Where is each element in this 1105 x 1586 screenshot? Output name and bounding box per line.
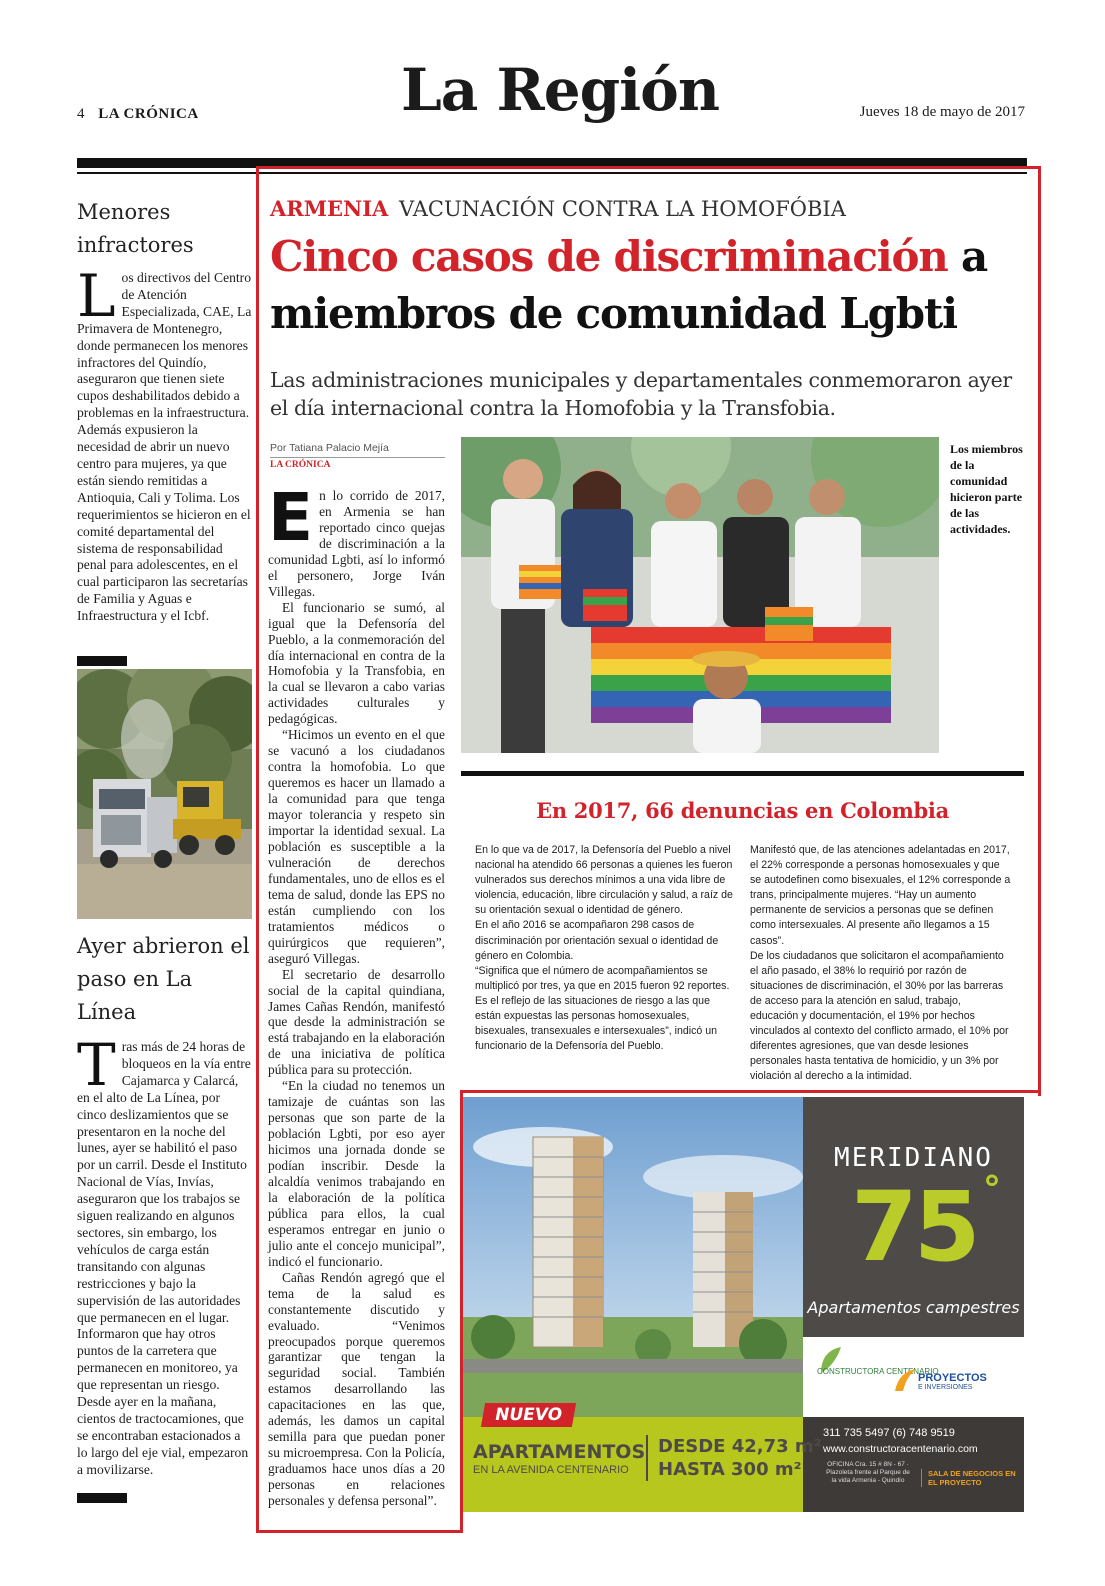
lgbti-event-photo [461, 437, 939, 753]
story-menores-title: Menores infractores [77, 200, 194, 257]
sidebar-column-2 [750, 843, 1012, 1085]
ad-size-to: HASTA 300 m² [658, 1459, 802, 1480]
page-folio [77, 104, 199, 123]
ad-brand-name: MERIDIANO [834, 1143, 993, 1173]
ad-sizes [646, 1435, 822, 1481]
story-la-linea-title: Ayer abrieron el paso en La Línea [77, 934, 250, 1024]
article-paragraph: “En la ciudad no tenemos un tamizaje de cuántas son las personas que son parte de la población Lgbti, por eso ayer hicimos una jornada donde se podían inscribir. Desde la alcaldía venimos trabajando en la elaboración de la política pública para ellos, la cual esperamos entregar en junio o julio ante el concejo municipal”, indicó el funcionario. [268, 1078, 445, 1269]
article-kicker [270, 196, 846, 221]
column-divider-bar-bottom [77, 1493, 127, 1503]
ad-sales-room: SALA DE NEGOCIOS EN EL PROYECTO [921, 1469, 1024, 1487]
sidebar-paragraph: En el año 2016 se acompañaron 298 casos de discriminación por orientación sexual o identidad de género en Colombia. [475, 919, 719, 962]
photo-caption: Los miembros de la comunidad hicieron parte de las actividades. [950, 442, 1023, 536]
headline-black-part: a miembros de comunidad Lgbti [270, 232, 988, 338]
article-headline [270, 228, 1040, 342]
kicker-city: ARMENIA [270, 196, 389, 221]
sidebar-column-1 [475, 843, 737, 1054]
story-la-linea-text: ras más de 24 horas de bloqueos en la vía entre Cajamarca y Calarcá, en el alto de La Línea, por cinco deslizamientos que se presentaron en la noche del lunes, ayer se habilitó el paso por un carril. Desde el Instituto Nacional de Vías, Invías, aseguraron que los trabajos se siguen realizando en algunos sectores, sin embargo, los vehículos de carga están transitando con algunas restricciones y bajo la supervisión de las autoridades que permanecen en el lugar. Informaron que hay otros puntos de la carretera que permanecen en monitoreo, ya que representan un riesgo. Desde ayer en la mañana, cientos de tractocamiones, que se encontraban estacionados a lo largo del eje vial, empezaron a movilizarse. [77, 1039, 251, 1477]
sidebar-paragraph: De los ciudadanos que solicitaron el acompañamiento el año pasado, el 38% lo requirió por razón de situaciones de discriminación, el 30% por las barreras de acceso para la atención en salud, trabajo, educación y documentación, el 19% por hechos vinculados al contexto del conflicto armado, el 10% por diferentes agresiones, que van desde lesiones personales hasta tentativa de homicidio, y un 3% por violación al derecho a la intimidad. [750, 949, 1009, 1083]
story-la-linea-body [77, 1031, 252, 1479]
proyectos-logo-line2: E INVERSIONES [918, 1384, 973, 1391]
sidebar-paragraph: “Significa que el número de acompañamientos se multiplicó por tres, ya que en 2015 fueron 92 reportes. Es el reflejo de las situaciones de riesgo a las que están expuestas las personas homosexuales, bisexuales, transexuales e intersexuales”, indicó un funcionario de la Defensoría del Pueblo. [475, 964, 730, 1053]
ad-phones: 311 735 5497 (6) 748 9519 [823, 1427, 955, 1439]
article-byline: Por Tatiana Palacio Mejía [270, 442, 445, 458]
ad-degree-symbol: ° [983, 1169, 1001, 1210]
article-deck: Las administraciones municipales y departamentales conmemoraron ayer el día internacional contra la Homofobia y la Transfobia. [270, 368, 1012, 420]
proyectos-logo [918, 1373, 987, 1393]
story-menores-text: os directivos del Centro de Atención Especializada, CAE, La Primavera de Montenegro, donde permanecen los menores infractores del Quindío, aseguraron que tienen siete cupos deshabilitados debido a problemas en la infraestructura. Además expusieron la necesidad de abrir un nuevo centro para mujeres, ya que están siendo remitidas a Antioquia, Cali y Tolima. Los requerimientos se hicieron en el comité departamental del sistema de responsabilidad penal para adolescentes, en el cual participaron las secretarías de Familia y Aguas e Infraestructura y el Icbf. [77, 270, 252, 624]
paragraph-text: n lo corrido de 2017, en Armenia se han reportado cinco quejas de discriminación a la comunidad Lgbti, así lo informó el personero, Jorge Iván Villegas. [268, 488, 445, 599]
sidebar-paragraph: Manifestó que, de las atenciones adelantadas en 2017, el 22% corresponde a personas homosexuales y que se autodefinen como bisexuales, el 12% corresponde a trans, principalmente mujeres. “Hay un aumento permanente de servicios a personas que se definen como intersexuales. Al presente año llegamos a 15 casos”. [750, 844, 1011, 947]
article-paragraph: “Hicimos un evento en el que se vacunó a los ciudadanos contra la homofobia. Lo que queremos es hacer un llamado a la comunidad para que tenga mayor tolerancia y respeto sin importar la identidad sexual. La población es susceptible a la vulneración de derechos fundamentales, uno de ellos es el tema de salud, donde las EPS no están cumpliendo con los tratamientos médicos o quirúrgicos que requieren”, aseguró Villegas. [268, 727, 446, 966]
newspaper-brand: LA CRÓNICA [98, 106, 199, 122]
article-paragraph [268, 479, 445, 600]
dropcap-L: L [77, 262, 116, 330]
kicker-topic: VACUNACIÓN CONTRA LA HOMOFÓBIA [399, 197, 846, 221]
story-menores-body [77, 262, 252, 625]
dropcap-T: T [77, 1031, 116, 1099]
proyectos-logo-line1: PROYECTOS [918, 1372, 987, 1384]
ad-logos-panel [803, 1337, 1024, 1417]
article-paragraph: El funcionario se sumó, al igual que la Defensoría del Pueblo, a la conmemoración del día internacional en contra de la Homofobia y la Transfobia, en la cual se llevaron a cabo varias actividades culturales y pedagógicas. [268, 599, 445, 727]
ad-website: www.constructoracentenario.com [823, 1443, 978, 1455]
real-estate-ad [463, 1097, 1024, 1512]
ad-headline: APARTAMENTOS [473, 1441, 646, 1463]
highlight-frame-rule [460, 1090, 1041, 1093]
ad-brand-number: 75 [851, 1171, 977, 1283]
road-trucks-photo [77, 669, 252, 919]
ad-office-address: OFICINA Cra. 15 # 8N - 67 · Plazoleta frente al Parque de la vida Armenia - Quindío [826, 1461, 910, 1484]
ad-size-from: DESDE 42,73 m² [658, 1436, 822, 1457]
ad-new-badge: NUEVO [481, 1403, 576, 1427]
sidebar-paragraph: En lo que va de 2017, la Defensoría del Pueblo a nivel nacional ha atendido 66 personas a quienes les fueron vulnerados sus derechos mínimos a una vida libre de violencia, educación, libre circulación y salud, a raíz de su orientación sexual o identidad de género. [475, 844, 733, 917]
issue-date: Jueves 18 de mayo de 2017 [859, 104, 1025, 120]
dropcap-E: E [268, 479, 314, 556]
headline-red-part: Cinco casos de discriminación [270, 232, 948, 281]
article-body [268, 479, 446, 1509]
sidebar-title: En 2017, 66 denuncias en Colombia [536, 798, 949, 823]
story-menores [77, 196, 252, 625]
sidebar-rule [461, 771, 1024, 776]
story-la-linea [77, 930, 252, 1479]
ad-contact-panel [803, 1417, 1024, 1512]
ad-tagline: Apartamentos campestres [807, 1298, 1020, 1317]
article-paragraph: Cañas Rendón agregó que el tema de la salud es constantemente discutido y evaluado. “Venimos preocupados porque queremos garantizar que tengan la seguridad social. También estamos desarrollando las capacitaciones en las que, además, les damos un capital semilla para que puedan poner su microempresa. Con la Policía, graduamos hace unos días a 20 personas en relaciones personales y defensa personal”. [268, 1269, 446, 1509]
section-title: La Región [400, 56, 720, 124]
byline-source: LA CRÓNICA [270, 460, 331, 470]
column-divider-bar [77, 656, 127, 666]
ad-location: EN LA AVENIDA CENTENARIO [473, 1464, 629, 1476]
article-paragraph: El secretario de desarrollo social de la capital quindiana, James Cañas Rendón, manifestó que desde la administración se está trabajando en la elaboración de una iniciativa de política pública para su protección. [268, 966, 445, 1078]
proyectos-logo-icon [893, 1367, 919, 1393]
page-number: 4 [77, 106, 85, 122]
constructora-logo: CONSTRUCTORA CENTENARIO [817, 1367, 939, 1376]
ad-building-render [463, 1097, 803, 1417]
